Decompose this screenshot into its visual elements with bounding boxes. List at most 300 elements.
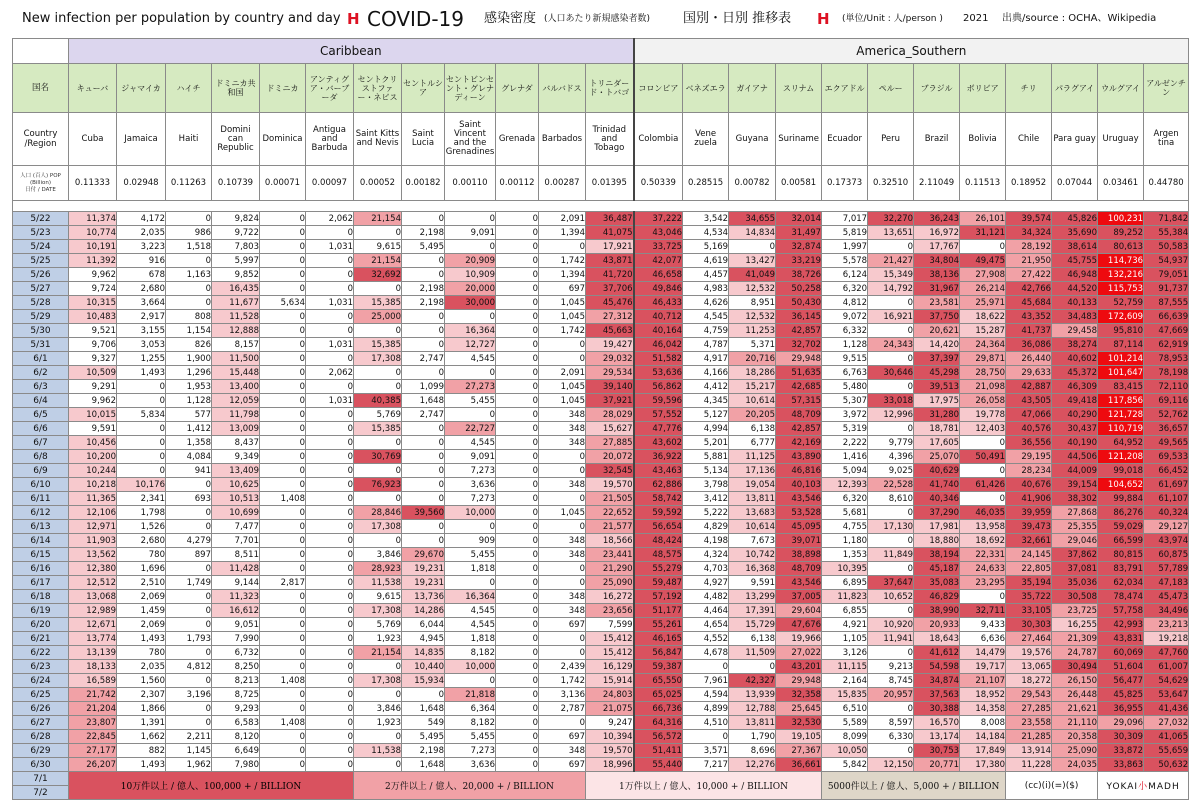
value-cell: 4,917 [683,352,729,366]
value-cell: 0 [306,660,354,674]
value-cell: 5,222 [683,506,729,520]
value-cell: 56,477 [1098,674,1144,688]
value-cell: 41,075 [586,226,634,240]
value-cell: 0 [402,310,445,324]
value-cell: 31,967 [914,282,960,296]
value-cell: 26,214 [960,282,1006,296]
value-cell: 0 [496,296,539,310]
value-cell: 15,217 [729,380,776,394]
value-cell: 10,440 [402,660,445,674]
value-cell: 30,646 [868,366,914,380]
value-cell: 48,709 [776,562,822,576]
value-cell: 55,384 [1144,226,1189,240]
value-cell: 9,091 [445,226,496,240]
value-cell: 11,509 [729,646,776,660]
country-name-en: Cuba [69,113,117,166]
table-row [13,226,1189,240]
value-cell: 57,192 [634,590,683,604]
country-name-ja: ジャマイカ [117,64,166,113]
value-cell: 0 [496,618,539,632]
value-cell: 10,920 [868,618,914,632]
value-cell: 348 [539,408,586,422]
value-cell: 19,231 [402,562,445,576]
value-cell: 1,358 [166,436,212,450]
value-cell: 5,169 [683,240,729,254]
value-cell: 4,759 [683,324,729,338]
value-cell: 6,332 [822,324,868,338]
value-cell: 26,058 [960,394,1006,408]
value-cell: 13,683 [729,506,776,520]
value-cell: 1,997 [822,240,868,254]
value-cell: 78,474 [1098,590,1144,604]
value-cell: 53,647 [1144,688,1189,702]
value-cell: 86,276 [1098,506,1144,520]
value-cell: 2,747 [402,408,445,422]
value-cell: 10,742 [729,548,776,562]
value-cell: 54,629 [1144,674,1189,688]
value-cell: 12,532 [729,310,776,324]
value-cell: 5,589 [822,716,868,730]
value-cell: 45,473 [1144,590,1189,604]
value-cell: 55,279 [634,562,683,576]
value-cell: 2,341 [117,492,166,506]
country-name-ja: セントルシア [402,64,445,113]
value-cell: 697 [539,730,586,744]
value-cell: 30,437 [1052,422,1098,436]
value-cell: 9,433 [960,618,1006,632]
value-cell: 43,463 [634,464,683,478]
value-cell: 6,649 [212,744,260,758]
value-cell: 29,046 [1052,534,1098,548]
value-cell: 15,627 [586,422,634,436]
value-cell: 23,441 [586,548,634,562]
value-cell: 19,778 [960,408,1006,422]
value-cell: 0 [354,688,402,702]
spacer-row [13,201,1189,212]
value-cell: 0 [496,324,539,338]
value-cell: 0 [496,660,539,674]
country-name-en: Peru [868,113,914,166]
date-cell: 6/27 [13,716,69,730]
table-row [13,310,1189,324]
value-cell: 0 [306,478,354,492]
value-cell: 16,589 [69,674,117,688]
value-cell: 17,308 [354,674,402,688]
value-cell: 2,198 [402,296,445,310]
value-cell: 29,096 [1098,716,1144,730]
value-cell: 40,629 [914,464,960,478]
value-cell: 13,409 [212,464,260,478]
value-cell: 52,762 [1144,408,1189,422]
value-cell: 0 [868,534,914,548]
value-cell: 0 [496,520,539,534]
country-name-en: Vene zuela [683,113,729,166]
value-cell: 34,804 [914,254,960,268]
value-cell: 44,506 [1052,450,1098,464]
value-cell: 5,495 [402,240,445,254]
legend-5k: 5000件以上 / 億人、5,000 + / BILLION [822,772,1006,800]
value-cell: 10,218 [69,478,117,492]
value-cell: 5,495 [402,730,445,744]
title-h-mark-2: H [817,10,830,28]
value-cell: 0 [496,534,539,548]
value-cell: 16,368 [729,562,776,576]
value-cell: 11,428 [212,562,260,576]
value-cell: 0 [539,646,586,660]
country-name-ja: トリニダード・トバゴ [586,64,634,113]
table-body [13,212,1189,772]
table-row [13,758,1189,772]
value-cell: 0 [260,660,306,674]
value-cell: 0 [306,534,354,548]
population-value: 0.11513 [960,166,1006,201]
value-cell: 348 [539,436,586,450]
country-name-ja: ガイアナ [729,64,776,113]
value-cell: 0 [306,604,354,618]
value-cell: 31,497 [776,226,822,240]
value-cell: 0 [260,436,306,450]
value-cell: 21,621 [1052,702,1098,716]
value-cell: 3,126 [822,646,868,660]
value-cell: 15,412 [586,646,634,660]
value-cell: 7,980 [212,758,260,772]
value-cell: 0 [306,730,354,744]
value-cell: 46,165 [634,632,683,646]
value-cell: 1,526 [117,520,166,534]
value-cell: 42,857 [776,324,822,338]
value-cell: 0 [306,352,354,366]
value-cell: 24,364 [960,338,1006,352]
value-cell: 0 [166,646,212,660]
value-cell: 30,508 [1052,590,1098,604]
value-cell: 32,692 [354,268,402,282]
value-cell: 25,645 [776,702,822,716]
value-cell: 12,150 [868,758,914,772]
value-cell: 7,961 [683,674,729,688]
value-cell: 4,678 [683,646,729,660]
value-cell: 0 [445,674,496,688]
value-cell: 7,990 [212,632,260,646]
value-cell: 13,400 [212,380,260,394]
value-cell: 0 [868,422,914,436]
value-cell: 6,510 [822,702,868,716]
country-name-ja: セントクリストファー・ネビス [354,64,402,113]
value-cell: 0 [306,380,354,394]
value-cell: 4,703 [683,562,729,576]
value-cell: 21,098 [960,380,1006,394]
value-cell: 36,487 [586,212,634,226]
date-cell: 5/29 [13,310,69,324]
value-cell: 24,035 [1052,758,1098,772]
value-cell: 38,990 [914,604,960,618]
value-cell: 33,105 [1006,604,1052,618]
value-cell: 9,291 [69,380,117,394]
value-cell: 4,545 [445,618,496,632]
value-cell: 11,538 [354,744,402,758]
value-cell: 0 [354,534,402,548]
value-cell: 23,725 [1052,604,1098,618]
title-bar [0,0,1200,38]
value-cell: 16,972 [914,226,960,240]
table-row [13,464,1189,478]
value-cell: 50,491 [960,450,1006,464]
value-cell: 1,866 [117,702,166,716]
value-cell: 99,018 [1098,464,1144,478]
date-cell: 5/24 [13,240,69,254]
value-cell: 34,483 [1052,310,1098,324]
value-cell: 11,528 [212,310,260,324]
value-cell: 0 [496,744,539,758]
value-cell: 7,273 [445,464,496,478]
value-cell: 20,621 [914,324,960,338]
value-cell: 8,250 [212,660,260,674]
value-cell: 0 [496,226,539,240]
value-cell: 0 [260,548,306,562]
value-cell: 30,309 [1098,730,1144,744]
value-cell: 18,133 [69,660,117,674]
date-cell: 6/5 [13,408,69,422]
value-cell: 52,759 [1098,296,1144,310]
value-cell: 697 [539,758,586,772]
value-cell: 17,391 [729,604,776,618]
value-cell: 14,358 [960,702,1006,716]
value-cell: 50,430 [776,296,822,310]
value-cell: 59,596 [634,394,683,408]
value-cell: 41,720 [586,268,634,282]
value-cell: 20,205 [729,408,776,422]
value-cell: 0 [402,268,445,282]
value-cell: 61,697 [1144,478,1189,492]
value-cell: 826 [166,338,212,352]
value-cell: 8,182 [445,646,496,660]
value-cell: 0 [496,268,539,282]
value-cell: 0 [306,646,354,660]
value-cell: 42,993 [1098,618,1144,632]
population-value: 0.00287 [539,166,586,201]
value-cell: 1,518 [166,240,212,254]
value-cell: 1,742 [539,674,586,688]
value-cell: 15,385 [354,296,402,310]
value-cell: 0 [729,660,776,674]
value-cell: 35,690 [1052,226,1098,240]
value-cell: 0 [496,478,539,492]
country-name-en: Trinidad and Tobago [586,113,634,166]
value-cell: 3,571 [683,744,729,758]
value-cell: 28,029 [586,408,634,422]
value-cell: 4,626 [683,296,729,310]
value-cell: 51,635 [776,366,822,380]
value-cell: 19,570 [586,478,634,492]
value-cell: 0 [260,534,306,548]
value-cell: 27,464 [1006,632,1052,646]
value-cell: 0 [260,520,306,534]
value-cell: 40,164 [634,324,683,338]
value-cell: 0 [306,744,354,758]
value-cell: 41,612 [914,646,960,660]
value-cell: 15,412 [586,632,634,646]
value-cell: 66,639 [1144,310,1189,324]
value-cell: 47,676 [776,618,822,632]
value-cell: 4,510 [683,716,729,730]
value-cell: 0 [868,324,914,338]
value-cell: 4,545 [683,310,729,324]
population-value: 0.00782 [729,166,776,201]
value-cell: 24,145 [1006,548,1052,562]
value-cell: 0 [402,450,445,464]
date-cell: 6/9 [13,464,69,478]
value-cell: 8,008 [960,716,1006,730]
value-cell: 0 [306,268,354,282]
value-cell: 45,826 [1052,212,1098,226]
year-label: 2021 [963,13,989,24]
value-cell: 44,009 [1052,464,1098,478]
value-cell: 172,609 [1098,310,1144,324]
value-cell: 26,440 [1006,352,1052,366]
value-cell: 17,308 [354,604,402,618]
date-cell: 6/13 [13,520,69,534]
table-row [13,254,1189,268]
country-name-en: Uruguay [1098,113,1144,166]
value-cell: 1,560 [117,674,166,688]
value-cell: 5,455 [445,730,496,744]
date-cell: 5/31 [13,338,69,352]
value-cell: 1,798 [117,506,166,520]
value-cell: 83,791 [1098,562,1144,576]
population-value: 0.00182 [402,166,445,201]
value-cell: 13,065 [1006,660,1052,674]
value-cell: 38,614 [1052,240,1098,254]
date-cell: 6/3 [13,380,69,394]
value-cell: 0 [868,744,914,758]
value-cell: 13,939 [729,688,776,702]
value-cell: 0 [539,352,586,366]
country-name-ja: ベネズエラ [683,64,729,113]
table-row [13,436,1189,450]
value-cell: 61,007 [1144,660,1189,674]
value-cell: 61,107 [1144,492,1189,506]
value-cell: 0 [117,422,166,436]
value-cell: 115,753 [1098,282,1144,296]
value-cell: 39,513 [914,380,960,394]
title-english: New infection per population by country and day [22,11,341,26]
date-cell: 6/12 [13,506,69,520]
value-cell: 0 [260,702,306,716]
date-cell: 6/21 [13,632,69,646]
value-cell: 10,000 [445,506,496,520]
value-cell: 4,396 [868,450,914,464]
population-value: 0.10739 [212,166,260,201]
value-cell: 0 [306,548,354,562]
value-cell: 54,598 [914,660,960,674]
value-cell: 22,528 [868,478,914,492]
value-cell: 12,788 [729,702,776,716]
value-cell: 27,908 [960,268,1006,282]
value-cell: 5,371 [729,338,776,352]
value-cell: 0 [868,646,914,660]
value-cell: 0 [539,464,586,478]
value-cell: 9,515 [822,352,868,366]
value-cell: 1,923 [354,632,402,646]
value-cell: 7,673 [729,534,776,548]
value-cell: 34,655 [729,212,776,226]
value-cell: 95,810 [1098,324,1144,338]
value-cell: 0 [496,562,539,576]
value-cell: 7,803 [212,240,260,254]
value-cell: 91,737 [1144,282,1189,296]
region-america-southern: America_Southern [634,39,1189,64]
table-row [13,366,1189,380]
table-row [13,450,1189,464]
value-cell: 51,177 [634,604,683,618]
value-cell: 10,394 [586,730,634,744]
value-cell: 45,825 [1098,688,1144,702]
value-cell: 22,652 [586,506,634,520]
value-cell: 13,009 [212,422,260,436]
country-label-ja: 国名 [13,64,69,113]
value-cell: 1,696 [117,562,166,576]
country-name-ja: パラグアイ [1052,64,1098,113]
value-cell: 2,211 [166,730,212,744]
value-cell: 0 [496,240,539,254]
value-cell: 0 [166,478,212,492]
date-cell: 6/1 [13,352,69,366]
value-cell: 0 [354,464,402,478]
value-cell: 29,948 [776,674,822,688]
value-cell: 348 [539,744,586,758]
value-cell: 37,290 [914,506,960,520]
value-cell: 45,476 [586,296,634,310]
value-cell: 0 [117,436,166,450]
value-cell: 0 [354,324,402,338]
value-cell: 0 [166,618,212,632]
value-cell: 0 [166,282,212,296]
value-cell: 13,958 [960,520,1006,534]
value-cell: 14,834 [729,226,776,240]
value-cell: 15,448 [212,366,260,380]
value-cell: 19,427 [586,338,634,352]
value-cell: 6,138 [729,422,776,436]
value-cell: 6,364 [445,702,496,716]
value-cell: 0 [683,730,729,744]
value-cell: 0 [306,324,354,338]
value-cell: 0 [117,464,166,478]
value-cell: 21,154 [354,646,402,660]
value-cell: 12,532 [729,282,776,296]
value-cell: 5,842 [822,758,868,772]
value-cell: 1,045 [539,506,586,520]
value-cell: 21,290 [586,562,634,576]
date-cell: 6/22 [13,646,69,660]
value-cell: 39,473 [1006,520,1052,534]
value-cell: 0 [166,562,212,576]
value-cell: 14,420 [914,338,960,352]
value-cell: 780 [117,646,166,660]
value-cell: 0 [496,492,539,506]
date-cell: 6/19 [13,604,69,618]
value-cell: 27,885 [586,436,634,450]
value-cell: 0 [260,394,306,408]
value-cell: 0 [306,254,354,268]
value-cell: 4,654 [683,618,729,632]
region-row [13,39,1189,64]
value-cell: 3,136 [539,688,586,702]
table-row [13,478,1189,492]
value-cell: 4,594 [683,688,729,702]
table-row [13,380,1189,394]
country-name-en: Haiti [166,113,212,166]
value-cell: 0 [445,366,496,380]
value-cell: 2,222 [822,436,868,450]
